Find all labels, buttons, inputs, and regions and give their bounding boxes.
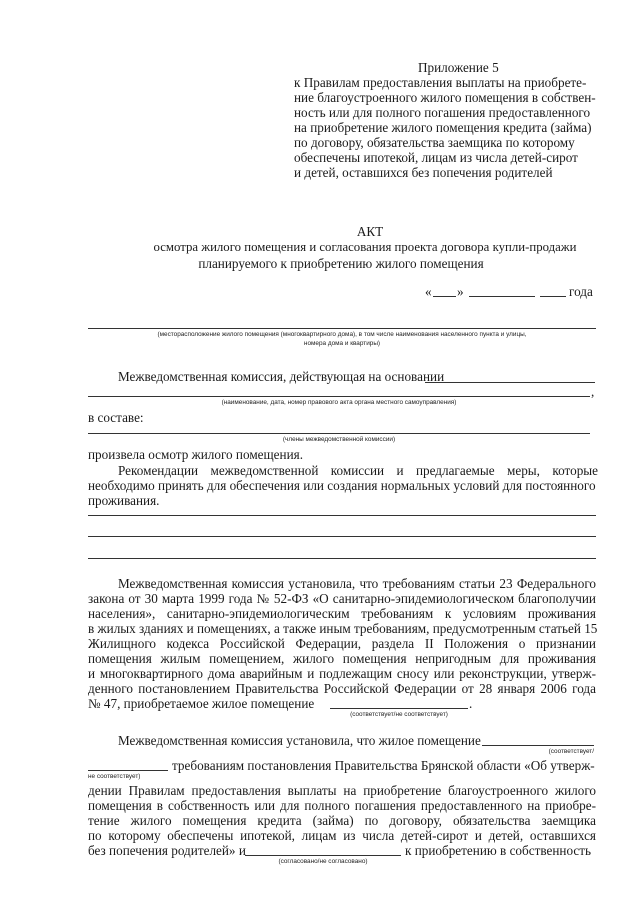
established-2-line-3: тение жилого помещения кредита (займа) по договору, обязательства заемщика bbox=[88, 813, 596, 828]
established-1-line-6: помещения жилым помещением, жилого помещения непригодным для проживания bbox=[88, 651, 596, 666]
commission-basis-comma: , bbox=[591, 384, 595, 399]
established-1-caption: (соответствует/не соответствует) bbox=[350, 711, 448, 718]
established-1-line-1: Межведомственная комиссия установила, что требованиям статьи 23 Федерального bbox=[118, 576, 596, 591]
established-2-first-line: Межведомственная комиссия установила, что жилое помещение bbox=[118, 733, 481, 748]
established-2-caption-bottom: (согласовано/не согласовано) bbox=[278, 858, 368, 865]
established-2-last-left: без попечения родителей» и bbox=[88, 843, 246, 858]
established-1-dot: . bbox=[469, 696, 473, 711]
established-2-caption-left: не соответствует) bbox=[88, 773, 141, 780]
recommendations-line-1: Рекомендации межведомственной комиссии и предлагаемые меры, которые bbox=[118, 463, 598, 478]
established-2-line-4: по которому обеспечены ипотекой, лицам из числа детей-сирот и детей, оставшихся bbox=[88, 828, 596, 843]
appendix-number: Приложение 5 bbox=[418, 60, 499, 75]
appendix-text-line-6: обеспечены ипотекой, лицам из числа детей-сирот bbox=[294, 150, 578, 165]
composition-label: в составе: bbox=[88, 410, 144, 425]
appendix-text-line-4: на приобретение жилого помещения кредита (займа) bbox=[294, 120, 592, 135]
commission-basis-field-1[interactable] bbox=[425, 382, 595, 383]
recommendations-line-3: проживания. bbox=[88, 493, 160, 508]
appendix-text-line-3: ность или для полного погашения предоставленного bbox=[294, 105, 591, 120]
date-open-quote: « bbox=[425, 284, 432, 299]
established-2-field-2[interactable] bbox=[88, 770, 168, 771]
established-1-field[interactable] bbox=[330, 708, 468, 709]
recommendations-field-3[interactable] bbox=[88, 558, 596, 559]
appendix-text bbox=[294, 75, 594, 180]
established-2-field-1[interactable] bbox=[482, 745, 594, 746]
appendix-text-line-5: по договору, обязательства заемщика по которому bbox=[294, 135, 575, 150]
established-2-last-right: к приобретению в собственность bbox=[405, 843, 592, 858]
established-1-line-8: денного постановлением Правительства Российской Федерации от 28 января 2006 года bbox=[88, 681, 596, 696]
recommendations-field-2[interactable] bbox=[88, 536, 596, 537]
established-1-line-3: населения», санитарно-эпидемиологическим требованиям к условиям проживания bbox=[88, 606, 596, 621]
established-1-text bbox=[88, 576, 596, 696]
established-1-line-5: Жилищного кодекса Российской Федерации, раздела II Положения о признании bbox=[88, 636, 596, 651]
commission-basis-caption: (наименование, дата, номер правового акта органа местного самоуправления) bbox=[221, 399, 457, 406]
recommendations-field-1[interactable] bbox=[88, 515, 596, 516]
act-title-line-1: осмотра жилого помещения и согласования проекта договора купли-продажи bbox=[153, 240, 577, 254]
location-caption-line-2: номера дома и квартиры) bbox=[303, 340, 381, 347]
appendix-text-line-1: к Правилам предоставления выплаты на приобрете- bbox=[294, 75, 587, 90]
inspection-text: произвела осмотр жилого помещения. bbox=[88, 447, 303, 462]
commission-basis-text: Межведомственная комиссия, действующая на основании bbox=[118, 369, 445, 384]
appendix-text-line-7: и детей, оставшихся без попечения родителей bbox=[294, 165, 553, 180]
appendix-text-line-2: ние благоустроенного жилого помещения в собствен- bbox=[294, 90, 596, 105]
established-1-line-7: и многоквартирного дома аварийным и подлежащим сносу или реконструкции, утверж- bbox=[88, 666, 596, 681]
date-month-field[interactable] bbox=[469, 296, 535, 297]
recommendations-line-2: необходимо принять для обеспечения или создания нормальных условий для постоянного bbox=[88, 478, 596, 493]
date-year-word: года bbox=[569, 284, 593, 299]
act-heading: АКТ bbox=[356, 224, 384, 239]
established-1-last-line: № 47, приобретаемое жилое помещение bbox=[88, 696, 315, 711]
established-1-line-2: закона от 30 марта 1999 года № 52-ФЗ «О санитарно-эпидемиологическом благополучии bbox=[88, 591, 596, 606]
established-1-line-4: в жилых зданиях и помещениях, а также иным требованиям, предусмотренным статьей 15 bbox=[88, 621, 598, 636]
location-caption-line-1: (месторасположение жилого помещения (многоквартирного дома), в том числе наименования населенного пункта и улицы, bbox=[157, 331, 527, 338]
composition-caption: (члены межведомственной комиссии) bbox=[282, 436, 396, 443]
established-2-line-1: дении Правилам предоставления выплаты на приобретение благоустроенного жилого bbox=[88, 783, 596, 798]
established-2-text bbox=[88, 783, 596, 843]
established-2-field-3[interactable] bbox=[245, 855, 401, 856]
composition-field[interactable] bbox=[88, 433, 590, 434]
date-day-field[interactable] bbox=[433, 296, 456, 297]
established-2-caption-right: (соответствует/ bbox=[548, 748, 594, 755]
established-2-second-line: требованиям постановления Правительства Брянской области «Об утверж- bbox=[172, 758, 595, 773]
commission-basis-field-2[interactable] bbox=[88, 396, 590, 397]
date-close-quote: » bbox=[457, 284, 464, 299]
established-2-line-2: помещения в собственность или для полного погашения предоставленного на приобре- bbox=[88, 798, 596, 813]
date-year-field[interactable] bbox=[540, 296, 566, 297]
act-title-line-2: планируемого к приобретению жилого помещения bbox=[198, 256, 484, 271]
location-field[interactable] bbox=[88, 328, 596, 329]
